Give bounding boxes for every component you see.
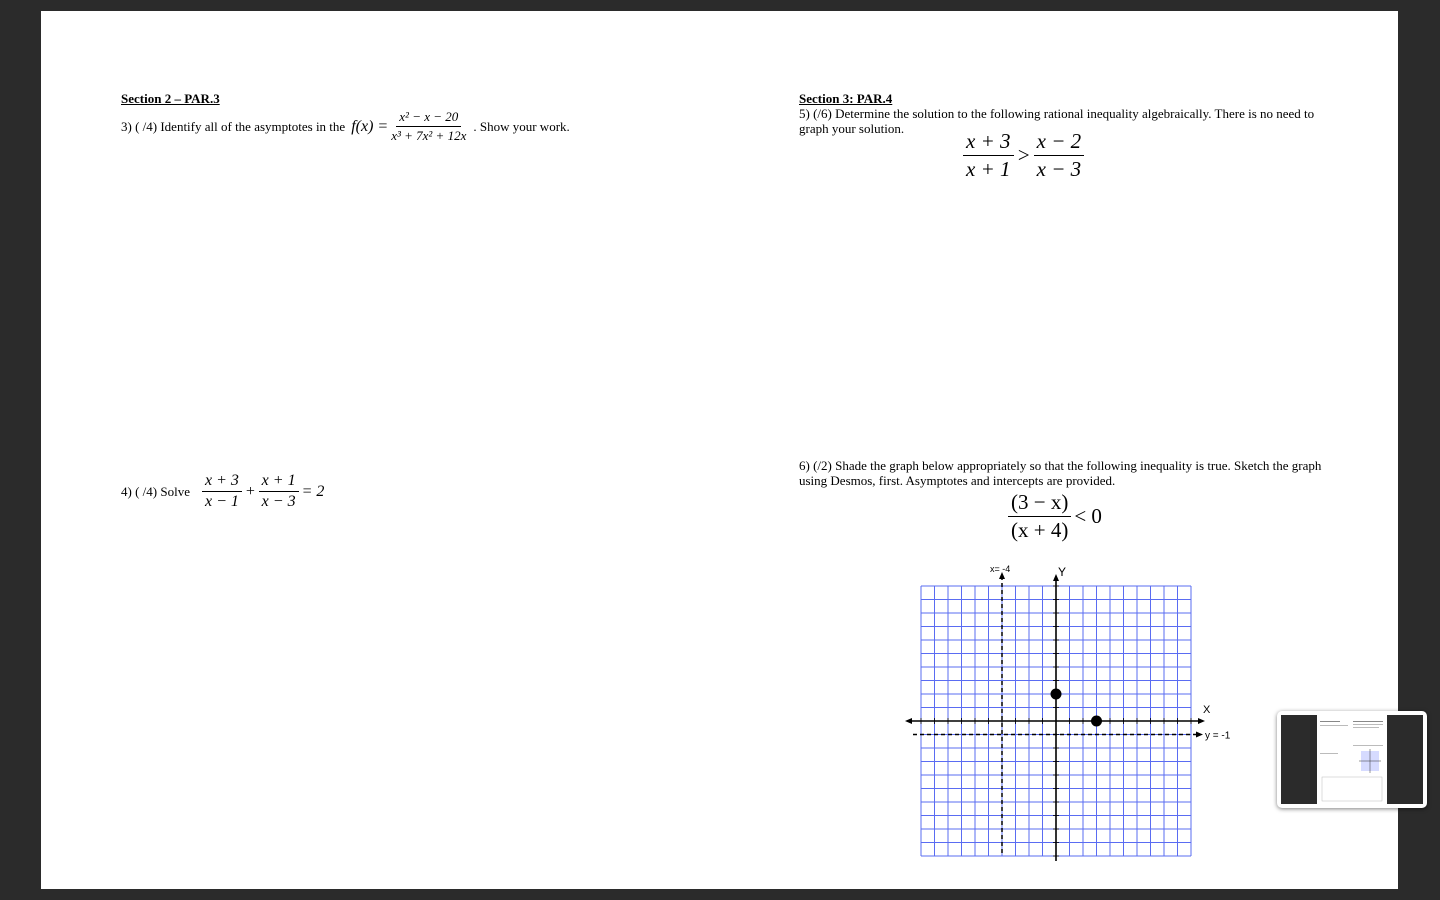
q6-fraction <box>1008 490 1071 543</box>
q5-inequality <box>963 129 1084 182</box>
q3-prefix: 3) ( /4) Identify all of the asymptotes in the <box>121 118 346 134</box>
q4-rhs: = 2 <box>301 482 325 500</box>
intercept-point <box>1091 716 1102 727</box>
x-axis-label: X <box>1203 704 1211 716</box>
q4-frac1-num: x + 3 <box>202 472 242 492</box>
q3-fraction <box>388 109 469 144</box>
document-page <box>41 11 1398 889</box>
horizontal-asymptote-label: y = -1 <box>1205 730 1231 742</box>
intercept-point <box>1051 689 1062 700</box>
x-axis-arrow-left <box>905 718 912 724</box>
q6-text: 6) (/2) Shade the graph below appropriately so that the following inequality is true. Sketch the graph using Desmos, first. Asymptotes and intercepts are provided. <box>799 458 1322 488</box>
q6-num: (3 − x) <box>1008 490 1071 517</box>
q5-text: 5) (/6) Determine the solution to the following rational inequality algebraically. There is no need to graph your solution. <box>799 106 1315 136</box>
thumbnail-preview-image <box>1317 715 1387 804</box>
screenshot-thumbnail[interactable] <box>1277 711 1427 808</box>
q4-fraction-1 <box>202 472 242 511</box>
q3-func-label: f(x) = <box>351 117 389 135</box>
q5-rhs-den: x − 3 <box>1036 157 1082 181</box>
q4-frac2-num: x + 1 <box>259 472 299 492</box>
coordinate-grid[interactable] <box>901 561 1241 861</box>
horizontal-asymptote-arrow <box>1196 732 1203 738</box>
thumbnail-page <box>1317 715 1387 804</box>
thumbnail-inner <box>1281 715 1423 804</box>
q6-rhs: < 0 <box>1074 504 1102 528</box>
question-3 <box>121 109 570 144</box>
q6-den: (x + 4) <box>1011 518 1069 542</box>
q5-lhs-fraction <box>963 129 1014 182</box>
q3-suffix: . Show your work. <box>473 118 570 134</box>
q3-denominator: x³ + 7x² + 12x <box>391 128 467 143</box>
asymptotes <box>913 572 1203 856</box>
q3-numerator: x² − x − 20 <box>396 109 461 127</box>
q5-rhs-num: x − 2 <box>1034 129 1085 156</box>
q4-plus: + <box>244 482 256 500</box>
x-axis-arrow <box>1198 718 1205 724</box>
q5-lhs-den: x + 1 <box>966 157 1011 181</box>
q5-lhs-num: x + 3 <box>963 129 1014 156</box>
section-2-title: Section 2 – PAR.3 <box>121 91 220 106</box>
q4-frac2-den: x − 3 <box>261 493 296 510</box>
section-3-title: Section 3: PAR.4 <box>799 91 893 106</box>
q4-prefix: 4) ( /4) Solve <box>121 483 190 499</box>
vertical-asymptote-label: x= -4 <box>990 564 1011 574</box>
q5-operator: > <box>1016 143 1031 167</box>
question-4 <box>121 472 327 511</box>
q6-inequality <box>1008 490 1105 543</box>
y-axis-label: Y <box>1058 565 1067 579</box>
axes <box>905 574 1205 861</box>
q4-frac1-den: x − 1 <box>204 493 239 510</box>
q4-fraction-2 <box>259 472 299 511</box>
q5-rhs-fraction <box>1034 129 1085 182</box>
